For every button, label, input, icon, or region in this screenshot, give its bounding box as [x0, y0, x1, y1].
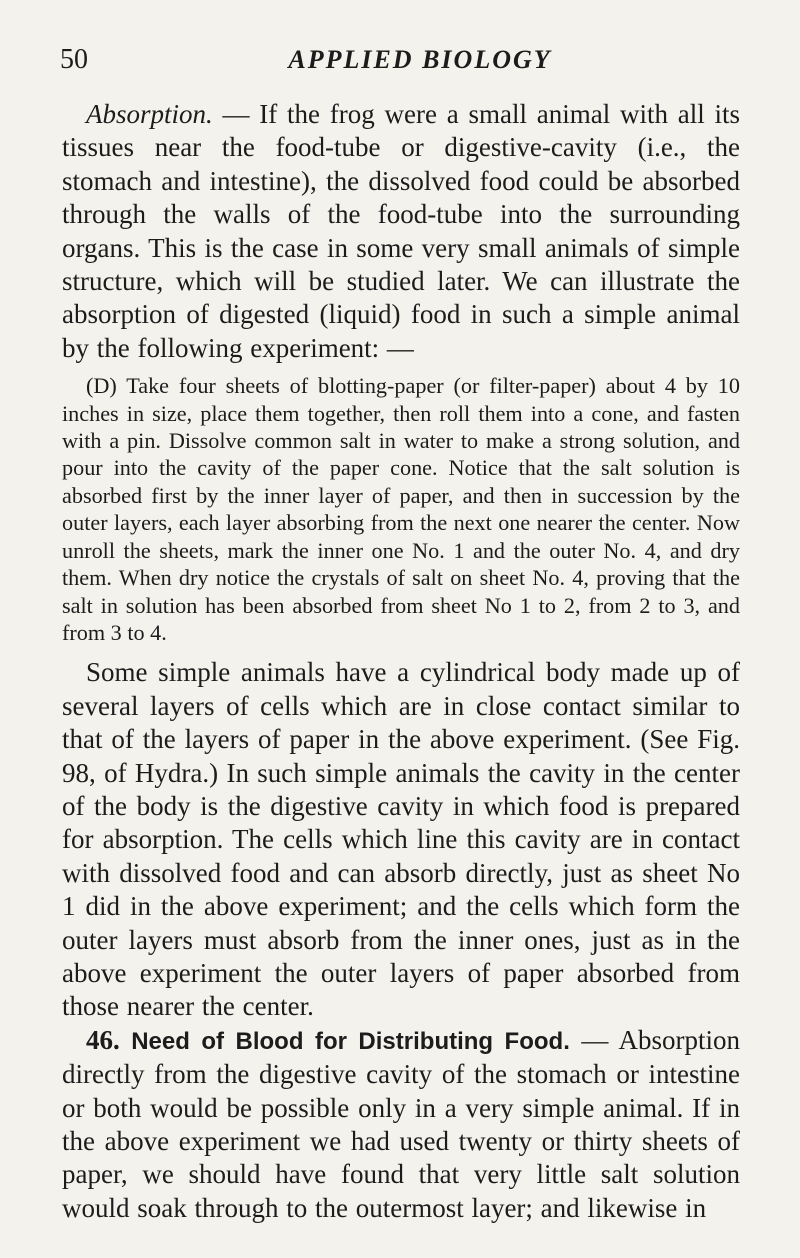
- experiment-text: Take four sheets of blotting-paper (or filter-paper) about 4 by 10 inches in size, place them together, then roll them into a cone, and fasten with a pin. Dissolve common salt in water to make a strong solution, and pour into the cavity of the paper cone. Notice that the salt solution is absorbed first by the inner layer of paper, and then in succession by the outer layers, each layer absorbing from the next one nearer the center. Now unroll the sheets, mark the inner one No. 1 and the outer No. 4, and dry them. When dry notice the crystals of salt on sheet No. 4, proving that the salt in solution has been absorbed from sheet No 1 to 2, from 2 to 3, and from 3 to 4.: [62, 373, 740, 645]
- absorption-heading: Absorption.: [86, 99, 213, 129]
- body-text: [62, 98, 740, 1225]
- running-head: [60, 40, 740, 80]
- running-title: APPLIED BIOLOGY: [288, 45, 552, 74]
- page-number: 50: [60, 44, 88, 75]
- absorption-text: — If the frog were a small animal with all its tissues near the food-tube or digestive-cavity (i.e., the stomach and intestine), the dissolved food could be absorbed through the walls of the food-tube into the surrounding organs. This is the case in some very small animals of simple structure, which will be studied later. We can illustrate the absorption of digested (liquid) food in such a simple animal by the following experiment: —: [62, 99, 740, 363]
- experiment-label: (D): [86, 373, 117, 399]
- paragraph-hydra: [62, 656, 740, 1023]
- section-title: Need of Blood for Distributing Food.: [119, 1027, 570, 1055]
- hydra-text: Some simple animals have a cylindrical body made up of several layers of cells which are in close contact similar to that of the layers of paper in the above experiment. (See Fig. 98, of Hydra.) In such simple animals the cavity in the center of the body is the digestive cavity in which food is prepared for absorption. The cells which line this cavity are in contact with dissolved food and can absorb directly, just as sheet No 1 did in the above experiment; and the cells which form the outer layers must absorb from the inner ones, just as in the above experiment the outer layers of paper absorbed from those nearer the center.: [62, 657, 740, 1022]
- section-text: — Absorption directly from the digestive cavity of the stomach or intestine or both would be possible only in a very simple animal. If in the above experiment we had used twenty or thirty sheets of paper, we should have found that very little salt solution would soak through to the outermost layer; and likewise in: [62, 1024, 740, 1223]
- paragraph-section-46: [62, 1024, 740, 1225]
- paragraph-experiment: [62, 372, 740, 646]
- paragraph-absorption: [62, 98, 740, 365]
- section-number: 46.: [86, 1024, 120, 1055]
